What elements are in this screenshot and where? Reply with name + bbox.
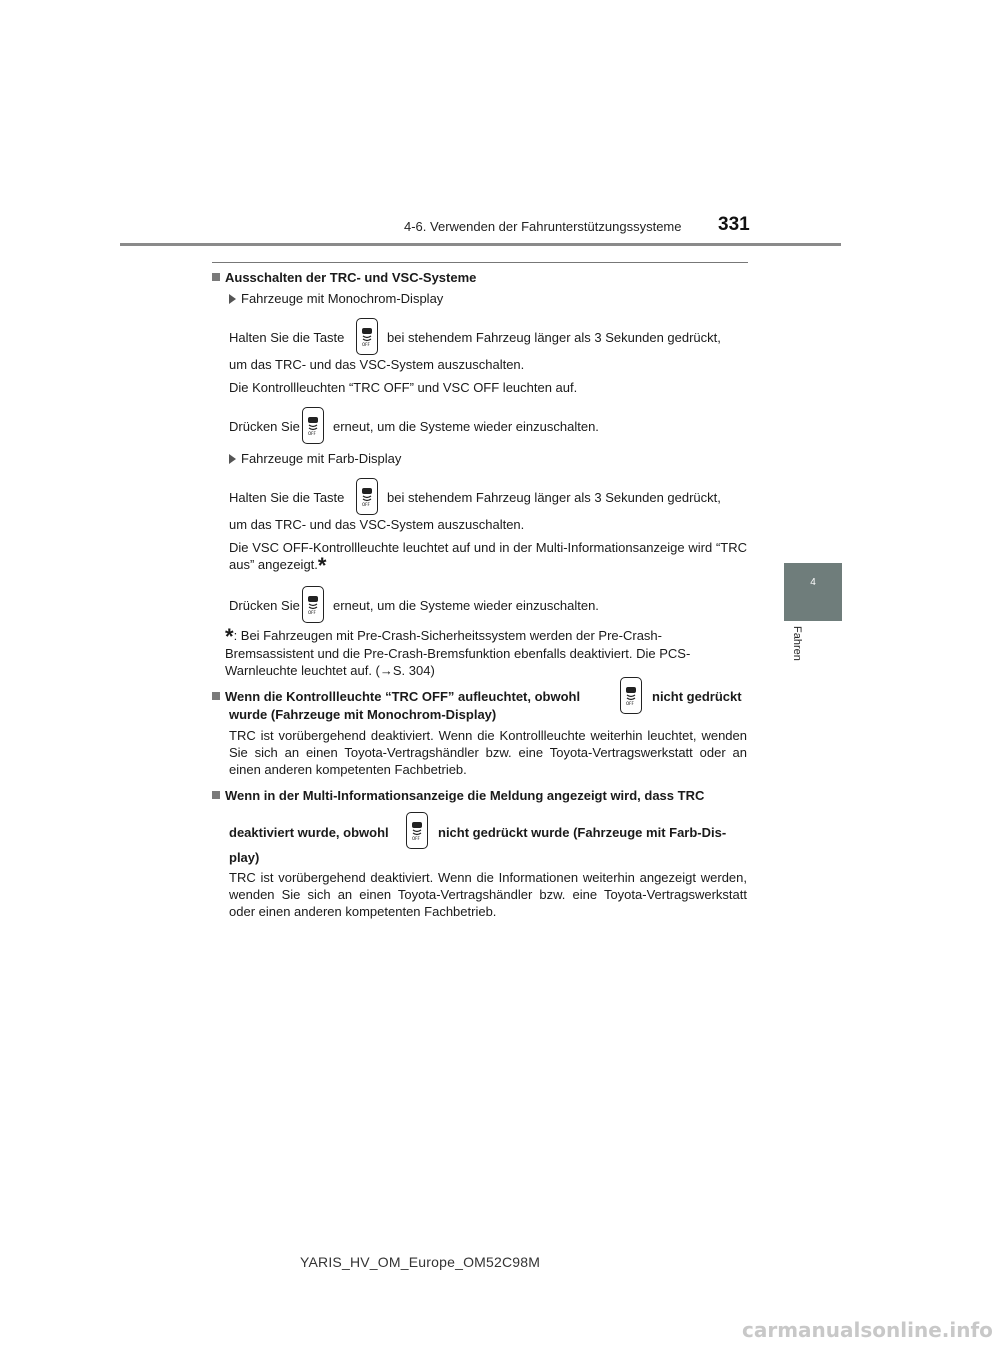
heading-text: Wenn die Kontrollleuchte “TRC OFF” aufleuchtet, obwohl	[225, 689, 581, 704]
watermark: carmanualsonline.info	[742, 1318, 993, 1342]
mono-line1-b: bei stehendem Fahrzeug länger als 3 Sekunden gedrückt,	[387, 330, 721, 345]
header-rule	[120, 243, 841, 246]
trc-off-button-icon	[356, 478, 378, 515]
trc-off-button-icon	[406, 812, 428, 849]
svg-text:OFF: OFF	[362, 502, 370, 507]
section-heading-trc-message	[212, 788, 748, 804]
footer-document-code: YARIS_HV_OM_Europe_OM52C98M	[300, 1254, 541, 1270]
svg-text:OFF: OFF	[626, 701, 634, 706]
page-number: 331	[718, 214, 750, 235]
chapter-tab[interactable]	[784, 563, 842, 621]
color-line1-a: Halten Sie die Taste	[229, 490, 345, 505]
section2-heading-b: nicht gedrückt	[652, 689, 742, 704]
section3-heading-b: deaktiviert wurde, obwohl	[229, 825, 389, 840]
bullet-text: Fahrzeuge mit Monochrom-Display	[241, 291, 444, 306]
color-line3	[229, 539, 747, 578]
color-press-a: Drücken Sie	[229, 598, 300, 613]
mono-line3: Die Kontrollleuchten “TRC OFF” und VSC OFF leuchten auf.	[229, 380, 578, 395]
chapter-label: Fahren	[791, 626, 803, 661]
section3-body: TRC ist vorübergehend deaktiviert. Wenn die Informationen weiterhin angezeigt werden, wenden Sie sich an einen Toyota-Vertragshändler bzw. eine Toyota-Vertragswerkstatt oder einen anderen kompetenten Fachbetrieb.	[229, 870, 747, 919]
footnote-asterisk: *	[317, 553, 327, 578]
content-rule	[212, 262, 748, 263]
mono-press-a: Drücken Sie	[229, 419, 300, 434]
header-section-title: 4-6. Verwenden der Fahrunterstützungssysteme	[404, 219, 682, 234]
svg-text:OFF: OFF	[308, 610, 316, 615]
chapter-tab-number: 4	[810, 577, 816, 588]
svg-text:OFF: OFF	[412, 836, 420, 841]
footnote-mark: *	[225, 624, 234, 649]
color-line1-b: bei stehendem Fahrzeug länger als 3 Sekunden gedrückt,	[387, 490, 721, 505]
mono-line1-a: Halten Sie die Taste	[229, 330, 345, 345]
heading-text: Wenn in der Multi-Informationsanzeige die Meldung angezeigt wird, dass TRC	[225, 788, 705, 803]
color-press-b: erneut, um die Systeme wieder einzuschalten.	[333, 598, 599, 613]
footnote-text: : Bei Fahrzeugen mit Pre-Crash-Sicherheitssystem werden der Pre-Crash-Bremsassistent und die Pre-Crash-Bremsfunktion ebenfalls deaktiviert. Die PCS-Warnleuchte leuchtet auf. (→S. 304)	[225, 628, 691, 678]
svg-text:OFF: OFF	[308, 431, 316, 436]
footnote	[225, 624, 747, 679]
section3-heading-c: nicht gedrückt wurde (Fahrzeuge mit Farb-Dis-	[438, 825, 727, 840]
trc-off-button-icon	[302, 407, 324, 444]
bullet-mono-display	[229, 290, 443, 307]
mono-press-b: erneut, um die Systeme wieder einzuschalten.	[333, 419, 599, 434]
heading-square-icon	[212, 273, 220, 281]
section2-body: TRC ist vorübergehend deaktiviert. Wenn die Kontrollleuchte weiterhin leuchtet, wenden Sie sich an einen Toyota-Vertragshändler bzw. eine Toyota-Vertragswerkstatt oder an einen anderen kompetenten Fachbetrieb.	[229, 728, 747, 777]
mono-line2: um das TRC- und das VSC-System auszuschalten.	[229, 357, 525, 372]
arrow-bullet-icon	[229, 294, 236, 304]
section3-heading-d: play)	[229, 850, 260, 865]
trc-off-button-icon	[356, 318, 378, 355]
color-line3-text: Die VSC OFF-Kontrollleuchte leuchtet auf und in der Multi-Informationsanzeige wird “TRC aus” angezeigt.	[229, 540, 747, 572]
bullet-color-display	[229, 450, 401, 467]
bullet-text: Fahrzeuge mit Farb-Display	[241, 451, 402, 466]
color-line2: um das TRC- und das VSC-System auszuschalten.	[229, 517, 525, 532]
section2-heading-c: wurde (Fahrzeuge mit Monochrom-Display)	[229, 707, 497, 722]
heading-text: Ausschalten der TRC- und VSC-Systeme	[225, 270, 477, 285]
section-heading-trc-off-lamp	[212, 689, 632, 705]
heading-square-icon	[212, 791, 220, 799]
svg-text:OFF: OFF	[362, 342, 370, 347]
section-heading-trc-vsc-off	[212, 270, 748, 286]
heading-square-icon	[212, 692, 220, 700]
arrow-bullet-icon	[229, 454, 236, 464]
trc-off-button-icon	[302, 586, 324, 623]
